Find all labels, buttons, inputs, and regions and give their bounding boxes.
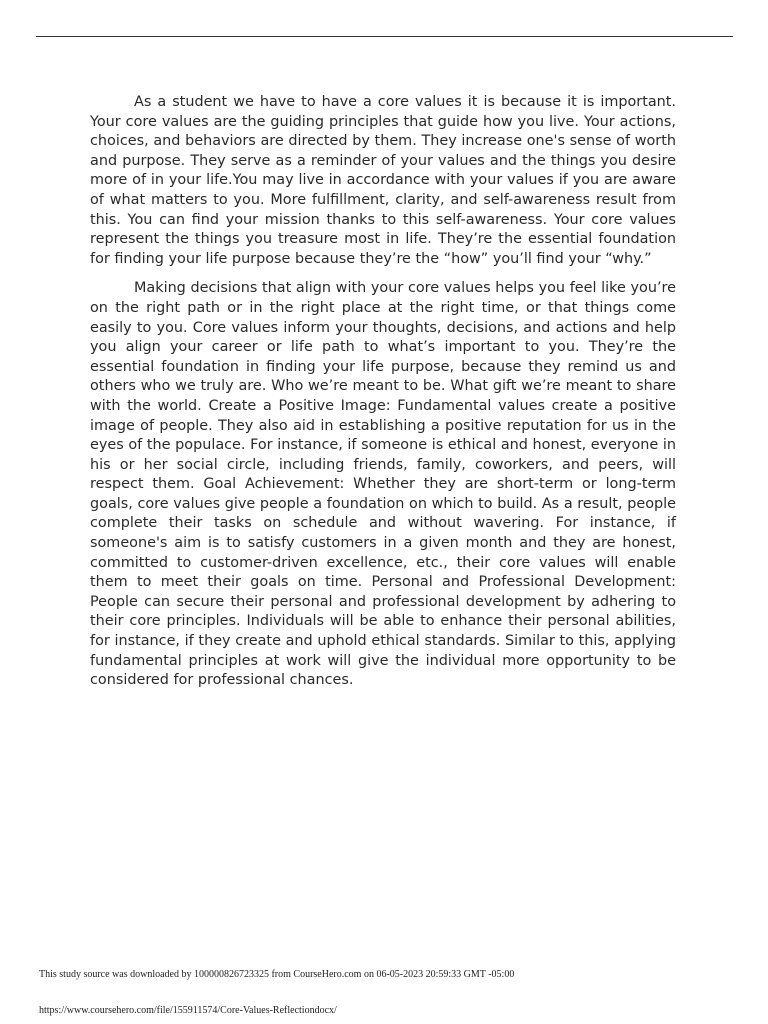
document-body <box>90 93 676 701</box>
paragraph-core-values-intro: As a student we have to have a core values it is because it is important. Your core values are the guiding principles that guide how you live. Your actions, choices, and behaviors are directed by them. They increase one's sense of worth and purpose. They serve as a reminder of your values and the things you desire more of in your life.You may live in accordance with your values if you are aware of what matters to you. More fulfillment, clarity, and self-awareness result from this. You can find your mission thanks to this self-awareness. Your core values represent the things you treasure most in life. They’re the essential foundation for finding your life purpose because they’re the “how” you’ll find your “why.” <box>90 94 676 267</box>
header-divider <box>36 36 733 37</box>
source-url-link[interactable]: https://www.coursehero.com/file/155911574/Core-Values-Reflectiondocx/ <box>39 1005 337 1016</box>
download-notice: This study source was downloaded by 100000826723325 from CourseHero.com on 06-05-2023 20:59:33 GMT -05:00 <box>39 969 515 980</box>
paragraph-decisions-and-benefits: Making decisions that align with your core values helps you feel like you’re on the right path or in the right place at the right time, or that things come easily to you. Core values inform your thoughts, decisions, and actions and help you align your career or life path to what’s important to you. They’re the essential foundation in finding your life purpose, because they remind us and others who we truly are. Who we’re meant to be. What gift we’re meant to share with the world. Create a Positive Image: Fundamental values create a positive image of people. They also aid in establishing a positive reputation for us in the eyes of the populace. For instance, if someone is ethical and honest, everyone in his or her social circle, including friends, family, coworkers, and peers, will respect them. Goal Achievement: Whether they are short-term or long-term goals, core values give people a foundation on which to build. As a result, people complete their tasks on schedule and without wavering. For instance, if someone's aim is to satisfy customers in a given month and they are honest, committed to customer-driven excellence, etc., their core values will enable them to meet their goals on time. Personal and Professional Development: People can secure their personal and professional development by adhering to their core principles. Individuals will be able to enhance their personal abilities, for instance, if they create and uphold ethical standards. Similar to this, applying fundamental principles at work will give the individual more opportunity to be considered for professional chances. <box>90 280 676 689</box>
